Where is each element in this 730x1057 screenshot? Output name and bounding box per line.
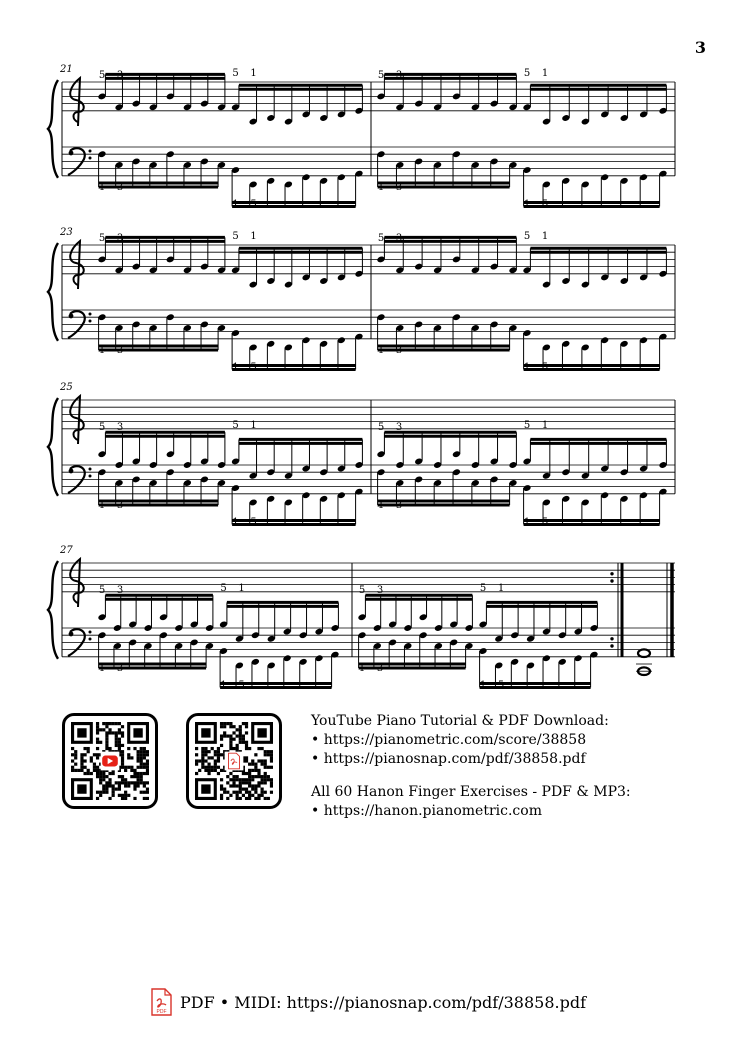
fingering: 1: [541, 420, 549, 432]
fingering: 1: [98, 181, 106, 193]
bass-staff: [62, 628, 675, 657]
download-info: [311, 712, 721, 821]
fingering: 1: [220, 679, 227, 691]
system: [48, 241, 675, 341]
pdf-link[interactable]: • https://pianosnap.com/pdf/38858.pdf: [311, 751, 586, 767]
fingering: 1: [232, 361, 239, 373]
fingering: 1: [232, 516, 239, 528]
fingering: 5: [220, 583, 227, 595]
fingering: 5: [232, 231, 239, 242]
fingering: 3: [395, 181, 403, 193]
fingering: 5: [98, 233, 106, 244]
fingering: 5: [377, 70, 385, 81]
brace: [48, 80, 58, 178]
fingering: 3: [116, 181, 124, 193]
fingering: 1: [238, 583, 245, 595]
fingering: 5: [232, 420, 239, 432]
repeat-dot: [610, 572, 613, 575]
repeat-dot: [610, 644, 613, 647]
fingering: 5: [250, 516, 257, 528]
fingering: 1: [523, 516, 531, 528]
hanon-link[interactable]: • https://hanon.pianometric.com: [311, 803, 542, 819]
measure-number: 25: [60, 382, 73, 393]
fingering: 1: [377, 499, 385, 511]
fingering: 1: [232, 198, 239, 210]
fingering: 1: [497, 583, 505, 595]
bass-clef-dot: [89, 631, 92, 634]
bass-clef-dot: [69, 469, 74, 474]
brace: [48, 561, 58, 659]
bass-clef-dot: [89, 150, 92, 153]
bass-clef-dot: [89, 313, 92, 316]
fingering: 1: [358, 662, 366, 674]
score-link[interactable]: • https://pianometric.com/score/38858: [311, 732, 587, 748]
bass-clef-dot: [89, 638, 92, 641]
fingering: 3: [395, 344, 403, 356]
measure: [376, 420, 667, 528]
repeat-dot: [610, 637, 613, 640]
whole-note: [638, 649, 650, 657]
fingering: 5: [497, 679, 505, 691]
bass-clef-dot: [69, 314, 74, 319]
qr-code-youtube[interactable]: [62, 713, 158, 809]
fingering: 1: [479, 679, 487, 691]
fingering: 3: [376, 585, 384, 597]
fingering: 5: [541, 198, 549, 210]
bass-clef-dot: [89, 320, 92, 323]
treble-clef-icon: [70, 559, 84, 607]
repeat-dot: [610, 579, 613, 582]
fingering: 1: [98, 344, 106, 356]
fingering: 5: [523, 68, 531, 79]
fingering: 3: [116, 662, 124, 674]
bass-staff: [62, 465, 675, 494]
fingering: 1: [523, 198, 531, 210]
fingering: 3: [395, 499, 403, 511]
fingering: 5: [541, 516, 549, 528]
fingering: 5: [250, 361, 257, 373]
fingering: 5: [98, 70, 106, 81]
fingering: 1: [250, 420, 257, 432]
system: [48, 396, 675, 496]
fingering: 5: [377, 233, 385, 244]
fingering: 5: [377, 422, 385, 434]
page-number: 3: [694, 38, 706, 57]
fingering: 3: [116, 344, 124, 356]
hanon-heading: All 60 Hanon Finger Exercises - PDF & MP3:: [311, 784, 631, 800]
brace: [48, 398, 58, 496]
fingering: 5: [98, 585, 106, 597]
footer: [150, 985, 586, 1019]
treble-clef-icon: [70, 78, 84, 126]
fingering: 1: [250, 68, 257, 79]
measure-number: 23: [60, 227, 73, 238]
bass-clef-dot: [69, 151, 74, 156]
tutorial-heading: YouTube Piano Tutorial & PDF Download:: [311, 713, 609, 729]
treble-staff: [62, 563, 675, 595]
youtube-play-icon: [102, 756, 118, 767]
fingering: 5: [232, 68, 239, 79]
measure-number: 21: [60, 64, 73, 75]
brace: [48, 243, 58, 341]
fingering: 1: [377, 181, 385, 193]
fingering: 5: [479, 583, 487, 595]
treble-staff: [62, 400, 675, 432]
system: [48, 78, 675, 178]
fingering: 3: [395, 233, 403, 244]
fingering: 1: [541, 231, 549, 242]
measure: [59, 545, 340, 691]
measure-number: 27: [60, 545, 73, 556]
fingering: 1: [377, 344, 385, 356]
measure: [59, 382, 364, 528]
fingering: 3: [395, 70, 403, 81]
fingering: 3: [116, 422, 124, 434]
fingering: 5: [358, 585, 366, 597]
fingering: 3: [395, 422, 403, 434]
qr-code-pattern: [71, 722, 149, 800]
fingering: 3: [116, 499, 124, 511]
measure: [59, 64, 364, 210]
fingering: 3: [116, 585, 124, 597]
treble-clef-icon: [70, 396, 84, 444]
pdf-file-icon: [150, 988, 172, 1016]
bass-clef-dot: [89, 157, 92, 160]
fingering: 5: [238, 679, 245, 691]
bass-clef-dot: [89, 468, 92, 471]
fingering: 1: [523, 361, 531, 373]
fingering: 5: [98, 422, 106, 434]
footer-link[interactable]: PDF • MIDI: https://pianosnap.com/pdf/38858.pdf: [180, 992, 586, 1012]
fingering: 1: [250, 231, 257, 242]
svg-text:PDF: PDF: [156, 1009, 167, 1015]
fingering: 1: [541, 68, 549, 79]
pdf-file-icon: [229, 753, 240, 769]
bass-staff: [62, 147, 675, 176]
bass-clef-dot: [89, 475, 92, 478]
fingering: 5: [523, 420, 531, 432]
qr-code-pattern: [195, 722, 273, 800]
treble-clef-icon: [70, 241, 84, 289]
measure: [59, 227, 364, 373]
qr-code-pdf[interactable]: [186, 713, 282, 809]
bass-staff: [62, 310, 675, 339]
fingering: 5: [523, 231, 531, 242]
fingering: 3: [116, 70, 124, 81]
fingering: 5: [541, 361, 549, 373]
fingering: 3: [376, 662, 384, 674]
fingering: 3: [116, 233, 124, 244]
fingering: 1: [98, 662, 106, 674]
fingering: 5: [250, 198, 257, 210]
measure: [357, 583, 598, 691]
bass-clef-dot: [69, 632, 74, 637]
fingering: 1: [98, 499, 106, 511]
